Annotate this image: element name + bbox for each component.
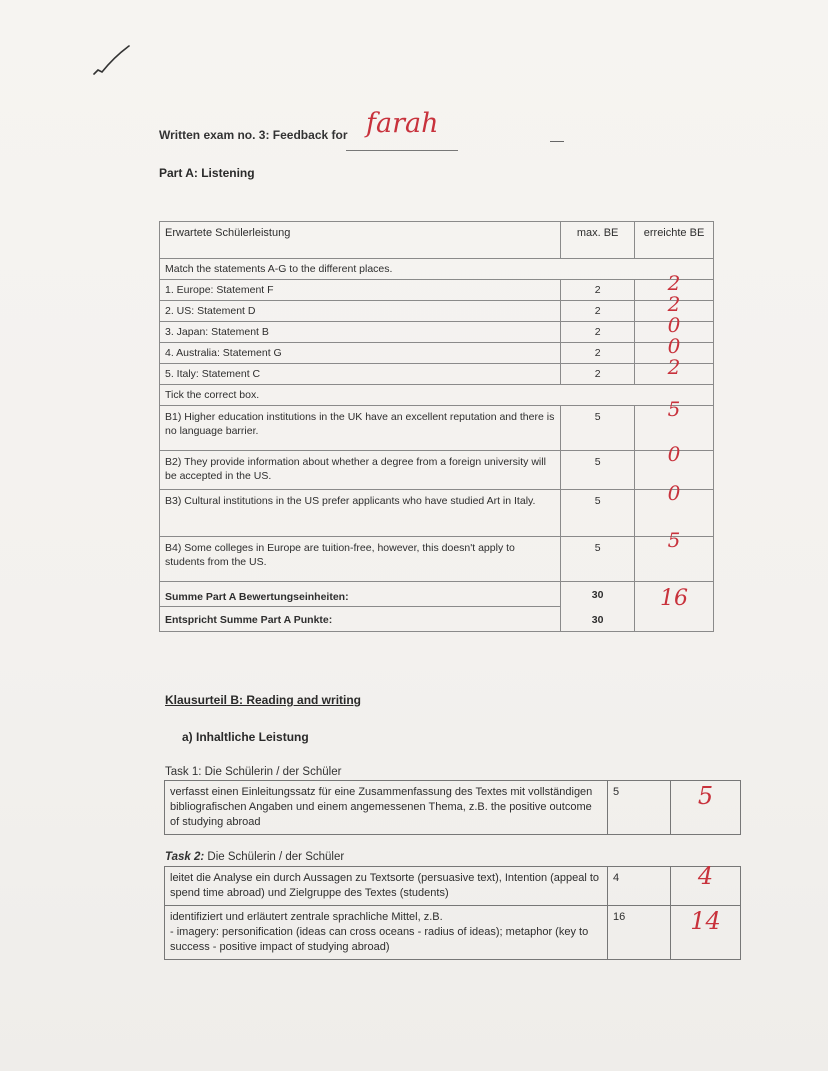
task2-row-line1: identifiziert und erläutert zentrale sprachliche Mittel, z.B. <box>170 911 443 923</box>
task2-row-line2: - imagery: personification (ideas can cross oceans - radius of ideas); metaphor (key to success - positive impact of studying abroad) <box>170 926 589 953</box>
points-row <box>160 607 714 632</box>
col-task-header: Erwartete Schülerleistung <box>160 222 561 259</box>
part-a-heading: Part A: Listening <box>159 166 255 180</box>
row-score-cell <box>635 355 714 385</box>
table-row <box>160 322 714 343</box>
task2-row-text: leitet die Analyse ein durch Aussagen zu Textsorte (persuasive text), Intention (appeal to spend time abroad) und Zielgruppe des Textes (students) <box>165 867 608 906</box>
content-subheading: a) Inhaltliche Leistung <box>182 730 309 744</box>
task2-row-text <box>165 906 608 960</box>
table-row <box>160 364 714 385</box>
task2-row-score-cell <box>671 862 741 906</box>
dash-mark <box>550 141 564 142</box>
part-b-heading: Klausurteil B: Reading and writing <box>165 693 362 707</box>
row-score: 0 <box>667 442 681 466</box>
table-row <box>160 280 714 301</box>
table-row <box>165 781 741 835</box>
row-text: 1. Europe: Statement F <box>160 280 561 301</box>
task2-table <box>164 862 741 960</box>
row-text: 2. US: Statement D <box>160 301 561 322</box>
row-text: B2) They provide information about whether a degree from a foreign university will be accepted in the US. <box>160 451 561 490</box>
task2-label <box>165 851 344 863</box>
row-max: 5 <box>561 451 635 490</box>
row-text: 3. Japan: Statement B <box>160 322 561 343</box>
task2-row-score-cell <box>671 906 741 960</box>
table-row <box>160 343 714 364</box>
section-tick <box>160 385 714 406</box>
task2-row-score: 14 <box>690 907 721 935</box>
row-score: 5 <box>667 528 681 552</box>
sum-row <box>160 582 714 607</box>
row-max: 2 <box>561 280 635 301</box>
row-max: 5 <box>561 490 635 537</box>
row-score: 0 <box>667 313 681 337</box>
student-name: farah <box>366 108 439 139</box>
row-score: 2 <box>667 292 681 316</box>
points-label: Entspricht Summe Part A Punkte: <box>160 607 561 632</box>
row-text: B4) Some colleges in Europe are tuition-free, however, this doesn't apply to students from the US. <box>160 537 561 582</box>
total-score-cell <box>635 582 714 632</box>
sum-max: 30 <box>561 582 635 607</box>
task1-score: 5 <box>697 782 714 810</box>
task1-label: Task 1: Die Schülerin / der Schüler <box>165 766 342 778</box>
task1-table <box>164 780 741 835</box>
sum-label: Summe Part A Bewertungseinheiten: <box>160 582 561 607</box>
row-max: 2 <box>561 364 635 385</box>
table-row <box>165 867 741 906</box>
row-text: B3) Cultural institutions in the US prefer applicants who have studied Art in Italy. <box>160 490 561 537</box>
listening-table <box>159 221 714 632</box>
table-row <box>160 537 714 582</box>
task2-row-score: 4 <box>697 862 714 890</box>
section-tick-label: Tick the correct box. <box>165 389 260 401</box>
row-score: 0 <box>667 334 681 358</box>
row-max: 2 <box>561 301 635 322</box>
section-match <box>160 259 714 280</box>
row-text: 4. Australia: Statement G <box>160 343 561 364</box>
task1-max: 5 <box>608 781 671 835</box>
col-max-header: max. BE <box>561 222 635 259</box>
task1-score-cell <box>671 781 741 835</box>
row-max: 5 <box>561 537 635 582</box>
table-row <box>160 490 714 537</box>
feedback-title: Written exam no. 3: Feedback for <box>159 128 348 142</box>
task2-rest: Die Schülerin / der Schüler <box>204 851 345 863</box>
row-score-cell <box>635 528 714 582</box>
row-score: 5 <box>667 397 681 421</box>
table-row <box>160 451 714 490</box>
row-max: 2 <box>561 343 635 364</box>
table-row <box>165 906 741 960</box>
row-score: 0 <box>667 481 681 505</box>
task2-row-max: 16 <box>608 906 671 960</box>
row-max: 5 <box>561 406 635 451</box>
table-row <box>160 301 714 322</box>
section-match-label: Match the statements A-G to the different places. <box>165 263 393 275</box>
row-score: 2 <box>667 271 681 295</box>
row-max: 2 <box>561 322 635 343</box>
row-text: B1) Higher education institutions in the UK have an excellent reputation and there is no language barrier. <box>160 406 561 451</box>
task2-row-max: 4 <box>608 867 671 906</box>
total-score: 16 <box>660 586 689 611</box>
row-text: 5. Italy: Statement C <box>160 364 561 385</box>
table-row <box>160 406 714 451</box>
task2-prefix: Task 2: <box>165 851 205 863</box>
row-score: 2 <box>667 355 681 379</box>
check-mark-icon <box>92 44 132 78</box>
task1-text: verfasst einen Einleitungssatz für eine Zusammenfassung des Textes mit vollständigen bibliografischen Angaben und einem angemessenen Thema, z.B. the positive outcome of studying abroad <box>165 781 608 835</box>
col-achieved-header: erreichte BE <box>635 222 714 259</box>
points-max: 30 <box>561 607 635 632</box>
